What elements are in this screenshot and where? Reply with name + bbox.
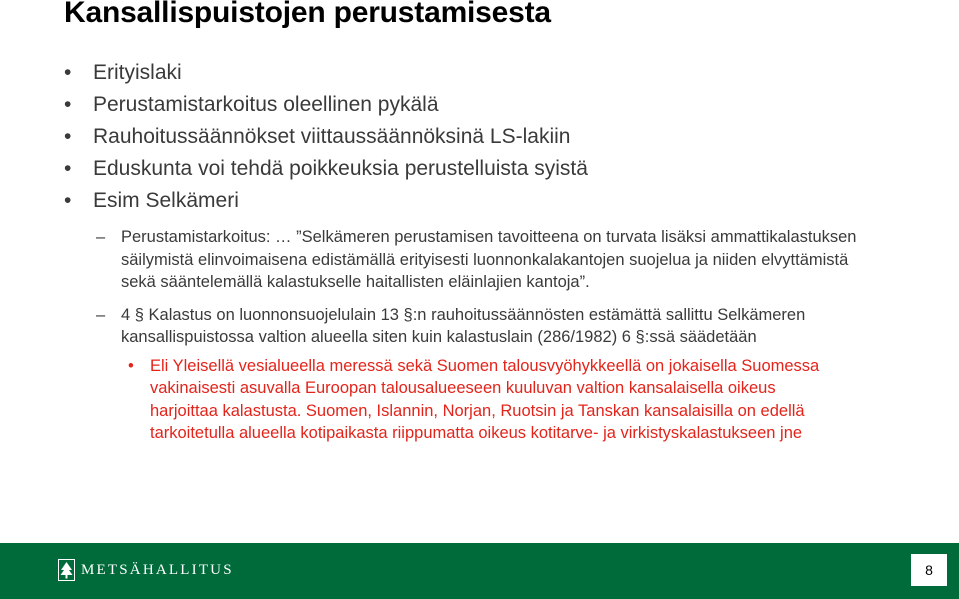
- bullet-marker: •: [128, 356, 134, 375]
- main-bullet-list: [64, 57, 944, 217]
- sub-bullet-item: [96, 226, 876, 294]
- bullet-text: Eduskunta voi tehdä poikkeuksia perustelluista syistä: [93, 157, 588, 180]
- bullet-item: [64, 57, 944, 89]
- slide-title: Kansallispuistojen perustamisesta: [64, 0, 551, 29]
- bullet-marker: •: [64, 189, 72, 212]
- bullet-text: Rauhoitussäännökset viittaussäännöksinä LS-lakiin: [93, 125, 571, 148]
- sub-bullet-text: 4 § Kalastus on luonnonsuojelulain 13 §:n rauhoitussäännösten estämättä sallittu Selkämeren kansallispuistossa valtion alueella siten kuin kalastuslain (286/1982) 6 §:ssä säädetään: [121, 305, 806, 346]
- bullet-text: Esim Selkämeri: [93, 189, 239, 212]
- sub-bullet-list: [96, 226, 876, 455]
- nested-bullet-list: [121, 355, 821, 445]
- bullet-text: Erityislaki: [93, 61, 182, 84]
- dash-marker: –: [96, 305, 106, 324]
- bullet-item: [64, 89, 944, 121]
- bullet-item: [64, 153, 944, 185]
- sub-bullet-item: [96, 304, 876, 445]
- metsahallitus-tree-icon: [58, 559, 75, 581]
- logo-wordmark: METSÄHALLITUS: [81, 561, 234, 578]
- bullet-marker: •: [64, 125, 72, 148]
- bullet-marker: •: [64, 93, 72, 116]
- metsahallitus-logo: [58, 559, 234, 581]
- sub-bullet-text: Perustamistarkoitus: … ”Selkämeren perustamisen tavoitteena on turvata lisäksi ammattikalastuksen säilymistä elinvoimaisena edistämällä erityisesti luonnonkalakantojen suojelua ja niiden elvyttämistä sekä sääntelemällä kalastukselle haitallisten eläinlajien kantoja”.: [121, 228, 857, 291]
- footer-bar: [0, 543, 959, 599]
- bullet-text: Perustamistarkoitus oleellinen pykälä: [93, 93, 439, 116]
- bullet-item: [64, 121, 944, 153]
- bullet-marker: •: [64, 157, 72, 180]
- dash-marker: –: [96, 228, 106, 246]
- page-number: 8: [911, 554, 947, 586]
- nested-bullet-item: [121, 355, 821, 445]
- bullet-item: [64, 185, 944, 217]
- bullet-marker: •: [64, 61, 72, 84]
- nested-bullet-text: Eli Yleisellä vesialueella meressä sekä Suomen talousvyöhykkeellä on jokaisella Suomessa vakinaisesti asuvalla Euroopan talousalueeseen kuuluvan valtion kansalaisella oikeus harjoittaa kalastusta. Suomen, Islannin, Norjan, Ruotsin ja Tanskan kansalaisilla on edellä tarkoitetulla alueella kotipaikasta riippumatta oikeus kotitarve- ja virkistyskalastukseen jne: [150, 356, 820, 442]
